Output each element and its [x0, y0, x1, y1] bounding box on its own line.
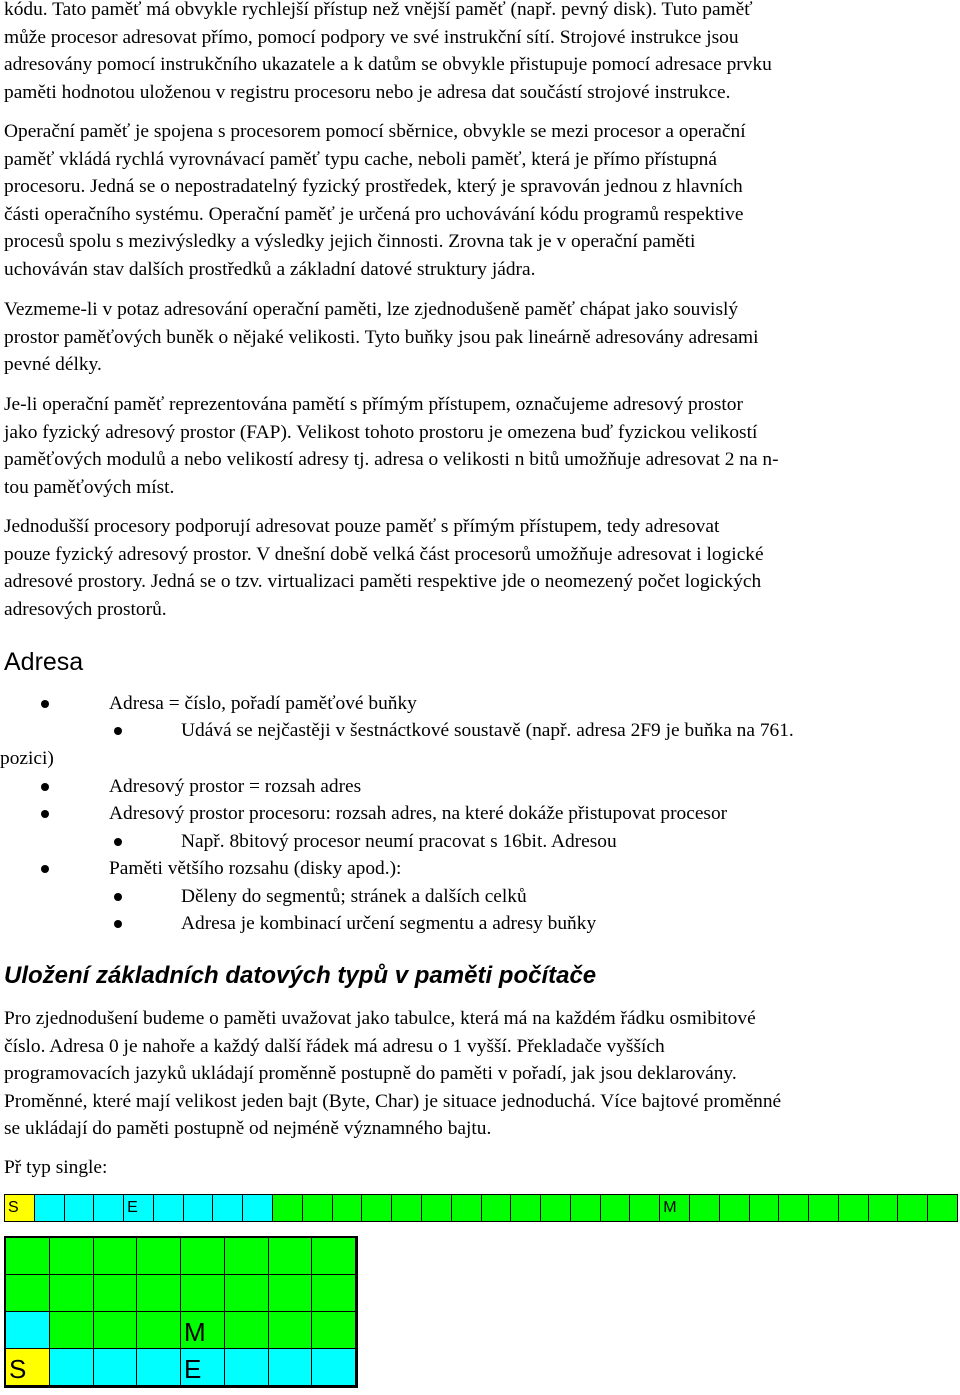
grid-bit-cell: [312, 1349, 356, 1386]
grid-bit-cell: [50, 1312, 94, 1349]
bullet-hex: Udává se nejčastěji v šestnáctkové soustavě (např. adresa 2F9 je buňka na 761.: [181, 720, 794, 741]
bullet-adresa: Adresa = číslo, pořadí paměťové buňky: [109, 693, 417, 714]
strip-bit-cell: [898, 1195, 928, 1221]
grid-bit-cell: [181, 1238, 225, 1275]
strip-bit-cell: [65, 1195, 95, 1221]
bullet-address-combination: Adresa je kombinací určení segmentu a adresy buňky: [181, 913, 597, 934]
bullet-dot: [114, 893, 122, 901]
strip-bit-cell: [869, 1195, 899, 1221]
strip-bit-cell: [94, 1195, 124, 1221]
grid-bit-cell: [269, 1312, 313, 1349]
bullet-dot: [114, 727, 122, 735]
strip-bit-cell: [571, 1195, 601, 1221]
grid-bit-cell: [269, 1275, 313, 1312]
grid-bit-cell: [94, 1238, 138, 1275]
bullet-processor-space: Adresový prostor procesoru: rozsah adres, na které dokáže přistupovat procesor: [109, 803, 728, 824]
paragraph-single-example: Př typ single:: [4, 1157, 108, 1178]
bullet-segments: Děleny do segmentů; stránek a dalších celků: [181, 886, 527, 907]
strip-bit-cell: [511, 1195, 541, 1221]
paragraph-simple-processors: Jednodušší procesory podporují adresovat pouze paměť s přímým přístupem, tedy adresovat pouze fyzický adresový prostor. V dnešní době velká část procesorů umožňuje adresovat i logické adresové prostory. Jedná se o tzv. virtualizaci paměti respektive jde o neomezený počet logických adresových prostorů.: [4, 516, 764, 620]
grid-bit-cell: [94, 1312, 138, 1349]
grid-bit-cell: [94, 1275, 138, 1312]
grid-bit-cell: [6, 1312, 50, 1349]
strip-bit-cell: [809, 1195, 839, 1221]
paragraph-fap: Je-li operační paměť reprezentována pamětí s přímým přístupem, označujeme adresový prostor jako fyzický adresový prostor (FAP). Velikost tohoto prostoru je omezena buď fyzickou velikostí paměťových modulů a nebo velikostí adresy tj. adresa o velikosti n bitů umožňuje adresovat 2 na n- tou paměťových míst.: [4, 394, 779, 498]
paragraph-memory-access: kódu. Tato paměť má obvykle rychlejší přístup než vnější paměť (např. pevný disk). Tuto paměť může procesor adresovat přímo, pomocí podpory ve své instrukční sítí. Strojové instrukce jsou adresovány pomocí instrukčního ukazatele a k datům se obvykle přistupuje pomocí adresace prvku paměti hodnotou uloženou v registru procesoru nebo je adresa dat součástí strojové instrukce.: [4, 0, 772, 103]
grid-bit-cell: [225, 1238, 269, 1275]
grid-bit-cell: M: [181, 1312, 225, 1349]
strip-bit-cell: [928, 1195, 957, 1221]
strip-bit-cell: [213, 1195, 243, 1221]
heading-adresa: Adresa: [4, 648, 84, 676]
bullet-larger-memory: Paměti většího rozsahu (disky apod.):: [109, 858, 402, 879]
grid-bit-cell: [50, 1238, 94, 1275]
strip-bit-cell: [601, 1195, 631, 1221]
grid-bit-cell: [137, 1312, 181, 1349]
strip-bit-cell: [184, 1195, 214, 1221]
bullet-hex-cont: pozici): [0, 748, 54, 769]
paragraph-operational-memory: Operační paměť je spojena s procesorem pomocí sběrnice, obvykle se mezi procesor a operační paměť vkládá rychlá vyrovnávací paměť typu cache, neboli paměť, která je přímo přístupná procesoru. Jedná se o nepostradatelný fyzický prostředek, který je spravován jednou z hlavních části operačního systému. Operační paměť je určená pro uchovávání kódu programů respektive procesů spolu s mezivýsledky a výsledky jejich činnosti. Zrovna tak je v operační paměti uchováván stav dalších prostředků a základní datové struktury jádra.: [4, 121, 746, 280]
grid-bit-cell: E: [181, 1349, 225, 1386]
grid-bit-cell: [312, 1312, 356, 1349]
grid-bit-cell: [225, 1275, 269, 1312]
single-memory-grid: [4, 1236, 358, 1388]
grid-bit-cell: S: [6, 1349, 50, 1386]
strip-bit-cell: [541, 1195, 571, 1221]
paragraph-address-space: Vezmeme-li v potaz adresování operační paměti, lze zjednodušeně paměť chápat jako souvislý prostor paměťových buněk o nějaké velikosti. Tyto buňky jsou pak lineárně adresovány adresami pevné délky.: [4, 299, 759, 375]
bullet-dot: [114, 920, 122, 928]
grid-bit-cell: [94, 1349, 138, 1386]
strip-bit-cell: M: [660, 1195, 690, 1221]
strip-bit-cell: [779, 1195, 809, 1221]
strip-bit-cell: E: [124, 1195, 154, 1221]
grid-bit-cell: [269, 1238, 313, 1275]
bullet-dot: [41, 700, 49, 708]
grid-bit-cell: [137, 1349, 181, 1386]
strip-bit-cell: [333, 1195, 363, 1221]
grid-bit-cell: [137, 1238, 181, 1275]
strip-bit-cell: [303, 1195, 333, 1221]
bullet-dot: [41, 865, 49, 873]
strip-bit-cell: S: [5, 1195, 35, 1221]
bullet-8bit: Např. 8bitový procesor neumí pracovat s 16bit. Adresou: [181, 831, 617, 852]
strip-bit-cell: [243, 1195, 273, 1221]
strip-bit-cell: [630, 1195, 660, 1221]
bullet-dot: [41, 810, 49, 818]
strip-bit-cell: [392, 1195, 422, 1221]
single-bit-strip: [4, 1194, 958, 1222]
grid-bit-cell: [312, 1275, 356, 1312]
strip-bit-cell: [362, 1195, 392, 1221]
grid-bit-cell: [312, 1238, 356, 1275]
strip-bit-cell: [35, 1195, 65, 1221]
strip-bit-cell: [750, 1195, 780, 1221]
grid-bit-cell: [137, 1275, 181, 1312]
bullet-dot: [41, 783, 49, 791]
bullet-dot: [114, 838, 122, 846]
grid-bit-cell: [50, 1349, 94, 1386]
heading-ulozeni: Uložení základních datových typů v paměti počítače: [4, 962, 597, 989]
grid-bit-cell: [225, 1312, 269, 1349]
grid-bit-cell: [181, 1275, 225, 1312]
strip-bit-cell: [452, 1195, 482, 1221]
grid-bit-cell: [269, 1349, 313, 1386]
grid-bit-cell: [50, 1275, 94, 1312]
strip-bit-cell: [154, 1195, 184, 1221]
strip-bit-cell: [720, 1195, 750, 1221]
strip-bit-cell: [482, 1195, 512, 1221]
strip-bit-cell: [273, 1195, 303, 1221]
grid-bit-cell: [6, 1238, 50, 1275]
strip-bit-cell: [839, 1195, 869, 1221]
grid-bit-cell: [6, 1275, 50, 1312]
paragraph-memory-table: Pro zjednodušení budeme o paměti uvažovat jako tabulce, která má na každém řádku osmibitové číslo. Adresa 0 je nahoře a každý další řádek má adresu o 1 vyšší. Překladače vyšších programovacích jazyků ukládají proměnně postupně do paměti v pořadí, jak jsou deklarovány. Proměnné, které mají velikost jeden bajt (Byte, Char) je situace jednoduchá. Více bajtové proměnné se ukládají do paměti postupně od nejméně významného bajtu.: [4, 1008, 782, 1139]
strip-bit-cell: [422, 1195, 452, 1221]
strip-bit-cell: [690, 1195, 720, 1221]
grid-bit-cell: [225, 1349, 269, 1386]
bullet-address-space: Adresový prostor = rozsah adres: [109, 776, 362, 797]
